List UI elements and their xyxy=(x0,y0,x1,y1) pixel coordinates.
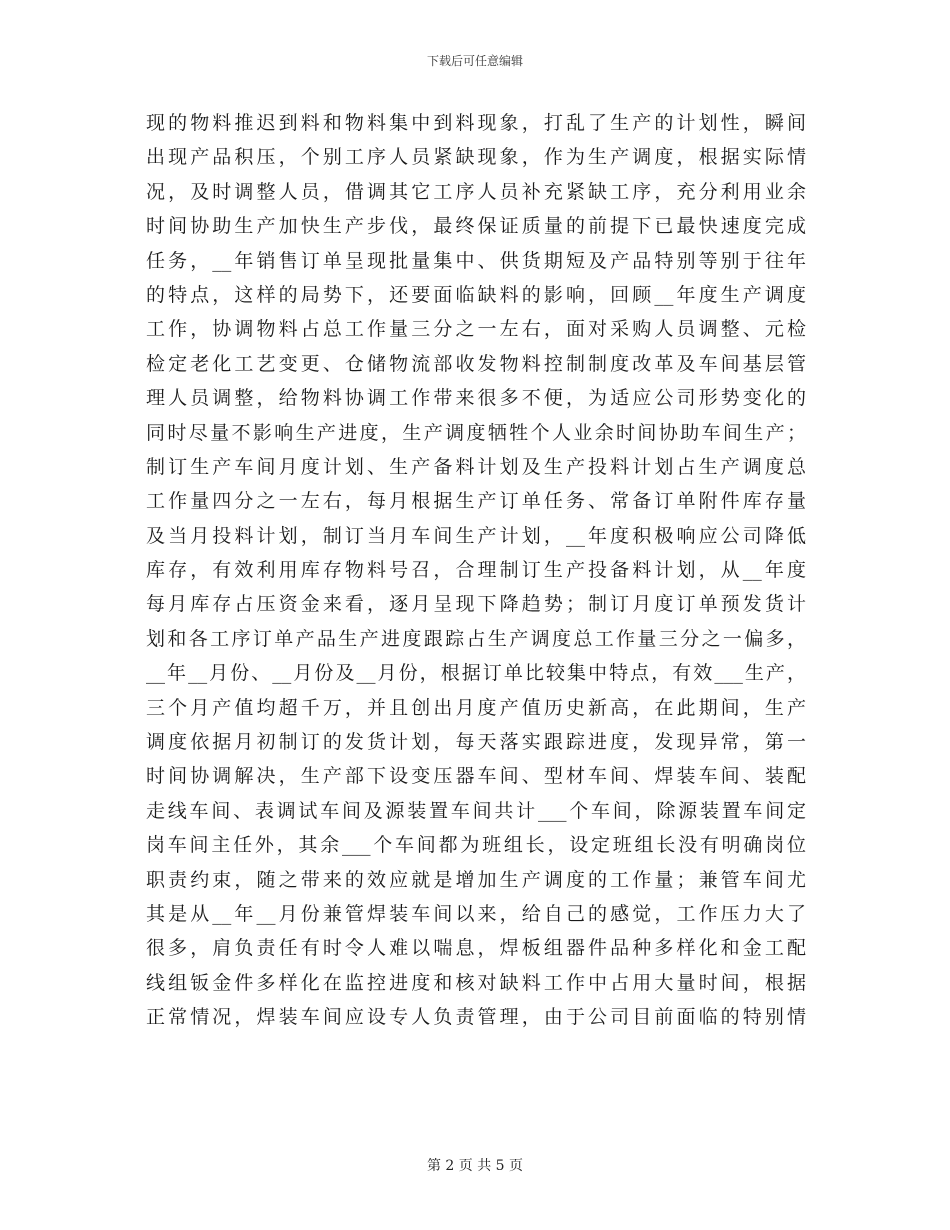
text-line: 时间协调解决，生产部下设变压器车间、型材车间、焊装车间、装配 xyxy=(146,765,806,788)
text-line: 同时尽量不影响生产进度，生产调度牺牲个人业余时间协助车间生产； xyxy=(146,421,806,444)
text-line: 划和各工序订单产品生产进度跟踪占生产调度总工作量三分之一偏多， xyxy=(146,627,806,650)
text-line: 及当月投料计划，制订当月车间生产计划，__年度积极响应公司降低 xyxy=(146,524,806,547)
text-line: 任务，__年销售订单呈现批量集中、供货期短及产品特别等别于往年 xyxy=(146,249,806,272)
text-line: 制订生产车间月度计划、生产备料计划及生产投料计划占生产调度总 xyxy=(146,455,806,478)
page-number-footer: 第 2 页 共 5 页 xyxy=(426,1158,524,1174)
text-line: 每月库存占压资金来看，逐月呈现下降趋势；制订月度订单预发货计 xyxy=(146,593,806,616)
text-line: 线组钣金件多样化在监控进度和核对缺料工作中占用大量时间，根据 xyxy=(146,971,806,994)
text-line: 时间协助生产加快生产步伐，最终保证质量的前提下已最快速度完成 xyxy=(146,215,806,238)
text-line: 很多，肩负责任有时令人难以喘息，焊板组器件品种多样化和金工配 xyxy=(146,937,806,960)
text-line: 的特点，这样的局势下，还要面临缺料的影响，回顾__年度生产调度 xyxy=(146,283,806,306)
text-line: 工作量四分之一左右，每月根据生产订单任务、常备订单附件库存量 xyxy=(146,490,806,513)
text-line: 正常情况，焊装车间应设专人负责管理，由于公司目前面临的特别情 xyxy=(146,1006,806,1029)
text-line: 三个月产值均超千万，并且创出月度产值历史新高，在此期间，生产 xyxy=(146,696,806,719)
text-line: 岗车间主任外，其余___个车间都为班组长，设定班组长没有明确岗位 xyxy=(146,834,806,857)
text-line: 库存，有效利用库存物料号召，合理制订生产投备料计划，从__年度 xyxy=(146,559,806,582)
text-line: 走线车间、表调试车间及源装置车间共计___个车间，除源装置车间定 xyxy=(146,799,806,822)
text-line: 况，及时调整人员，借调其它工序人员补充紧缺工序，充分利用业余 xyxy=(146,180,806,203)
text-line: 出现产品积压，个别工序人员紧缺现象，作为生产调度，根据实际情 xyxy=(146,146,806,169)
text-line: 调度依据月初制订的发货计划，每天落实跟踪进度，发现异常，第一 xyxy=(146,731,806,754)
text-line: 理人员调整，给物料协调工作带来很多不便，为适应公司形势变化的 xyxy=(146,387,806,410)
document-body xyxy=(146,106,806,1035)
page-header: 下载后可任意编辑 xyxy=(426,54,523,68)
text-line: 检定老化工艺变更、仓储物流部收发物料控制制度改革及车间基层管 xyxy=(146,352,806,375)
text-line: 工作，协调物料占总工作量三分之一左右，面对采购人员调整、元检 xyxy=(146,318,806,341)
text-line: 其是从__年__月份兼管焊装车间以来，给自己的感觉，工作压力大了 xyxy=(146,902,806,925)
text-line: __年__月份、__月份及__月份，根据订单比较集中特点，有效___生产， xyxy=(146,662,806,685)
text-line: 职责约束，随之带来的效应就是增加生产调度的工作量；兼管车间尤 xyxy=(146,868,806,891)
text-line: 现的物料推迟到料和物料集中到料现象，打乱了生产的计划性，瞬间 xyxy=(146,112,806,134)
